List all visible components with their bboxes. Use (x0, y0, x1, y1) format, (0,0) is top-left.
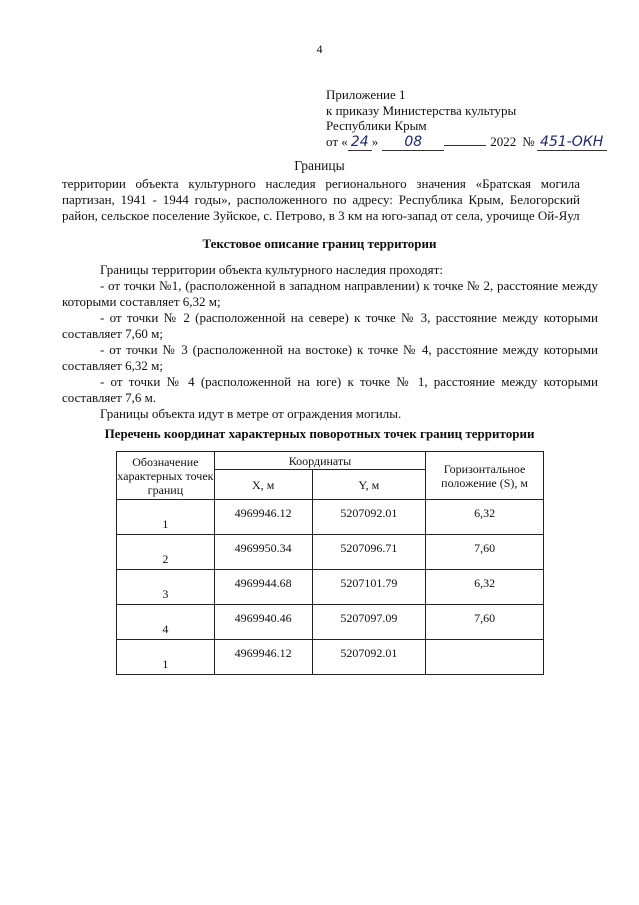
appendix-line-1: Приложение 1 (326, 87, 406, 102)
description-line: - от точки № 4 (расположенной на юге) к точке № 1, расстояние между которыми составляет 7,6 м. (62, 374, 598, 405)
cell-s: 6,32 (426, 570, 544, 605)
table-row (117, 535, 544, 570)
document-title: Границы (294, 158, 345, 173)
intro-paragraph: территории объекта культурного наследия регионального значения «Братская могила партизан, 1941 - 1944 годы», расположенного по адресу: Республика Крым, Белогорский район, сельское поселение Зуйское, с. Петрово, в 3 км на юго-запад от села, урочище Ой-Яул (62, 176, 580, 223)
table-row (117, 570, 544, 605)
cell-y: 5207092.01 (312, 500, 426, 535)
cell-point: 1 (117, 640, 215, 675)
cell-y: 5207097.09 (312, 605, 426, 640)
table-row (117, 500, 544, 535)
date-day: 24 (348, 135, 372, 152)
cell-x: 4969946.12 (214, 640, 312, 675)
header-y: Y, м (312, 470, 426, 500)
table-row (117, 605, 544, 640)
order-number: 451-ОКН (537, 135, 607, 152)
description-line: - от точки №1, (расположенной в западном направлении) к точке № 2, расстояние между которыми составляет 6,32 м; (62, 278, 598, 309)
page-number: 4 (316, 42, 323, 56)
coordinates-table (116, 451, 544, 675)
appendix-date-line (326, 134, 607, 152)
table-row (117, 640, 544, 675)
appendix-block (326, 87, 607, 151)
cell-x: 4969940.46 (214, 605, 312, 640)
cell-x: 4969944.68 (214, 570, 312, 605)
date-mid: » (371, 133, 379, 149)
header-point: Обозначение характерных точек границ (117, 452, 215, 500)
cell-s: 7,60 (426, 535, 544, 570)
cell-x: 4969946.12 (214, 500, 312, 535)
cell-s (426, 640, 544, 675)
cell-point: 4 (117, 605, 215, 640)
date-underline (444, 145, 486, 146)
description-line: Границы объекта идут в метре от ограждения могилы. (100, 406, 402, 421)
appendix-line-3: Республики Крым (326, 118, 427, 133)
cell-s: 7,60 (426, 605, 544, 640)
date-year: 2022 (490, 133, 517, 149)
section-heading: Текстовое описание границ территории (202, 236, 437, 251)
cell-point: 2 (117, 535, 215, 570)
cell-point: 1 (117, 500, 215, 535)
header-x: X, м (214, 470, 312, 500)
description-line: - от точки № 2 (расположенной на севере) к точке № 3, расстояние между которыми составляет 7,60 м; (62, 310, 598, 341)
cell-y: 5207096.71 (312, 535, 426, 570)
date-month: 08 (382, 135, 444, 152)
description-block (62, 262, 598, 422)
table-heading: Перечень координат характерных поворотных точек границ территории (104, 426, 535, 441)
date-prefix: от « (326, 133, 348, 149)
header-coordinates: Координаты (214, 452, 425, 470)
description-line: - от точки № 3 (расположенной на востоке) к точке № 4, расстояние между которыми составляет 6,32 м; (62, 342, 598, 373)
cell-s: 6,32 (426, 500, 544, 535)
cell-y: 5207092.01 (312, 640, 426, 675)
description-line: Границы территории объекта культурного наследия проходят: (100, 262, 443, 277)
cell-y: 5207101.79 (312, 570, 426, 605)
appendix-line-2: к приказу Министерства культуры (326, 102, 517, 118)
number-sign: № (522, 133, 535, 149)
cell-point: 3 (117, 570, 215, 605)
cell-x: 4969950.34 (214, 535, 312, 570)
header-horizontal-position: Горизонтальное положение (S), м (426, 452, 544, 500)
